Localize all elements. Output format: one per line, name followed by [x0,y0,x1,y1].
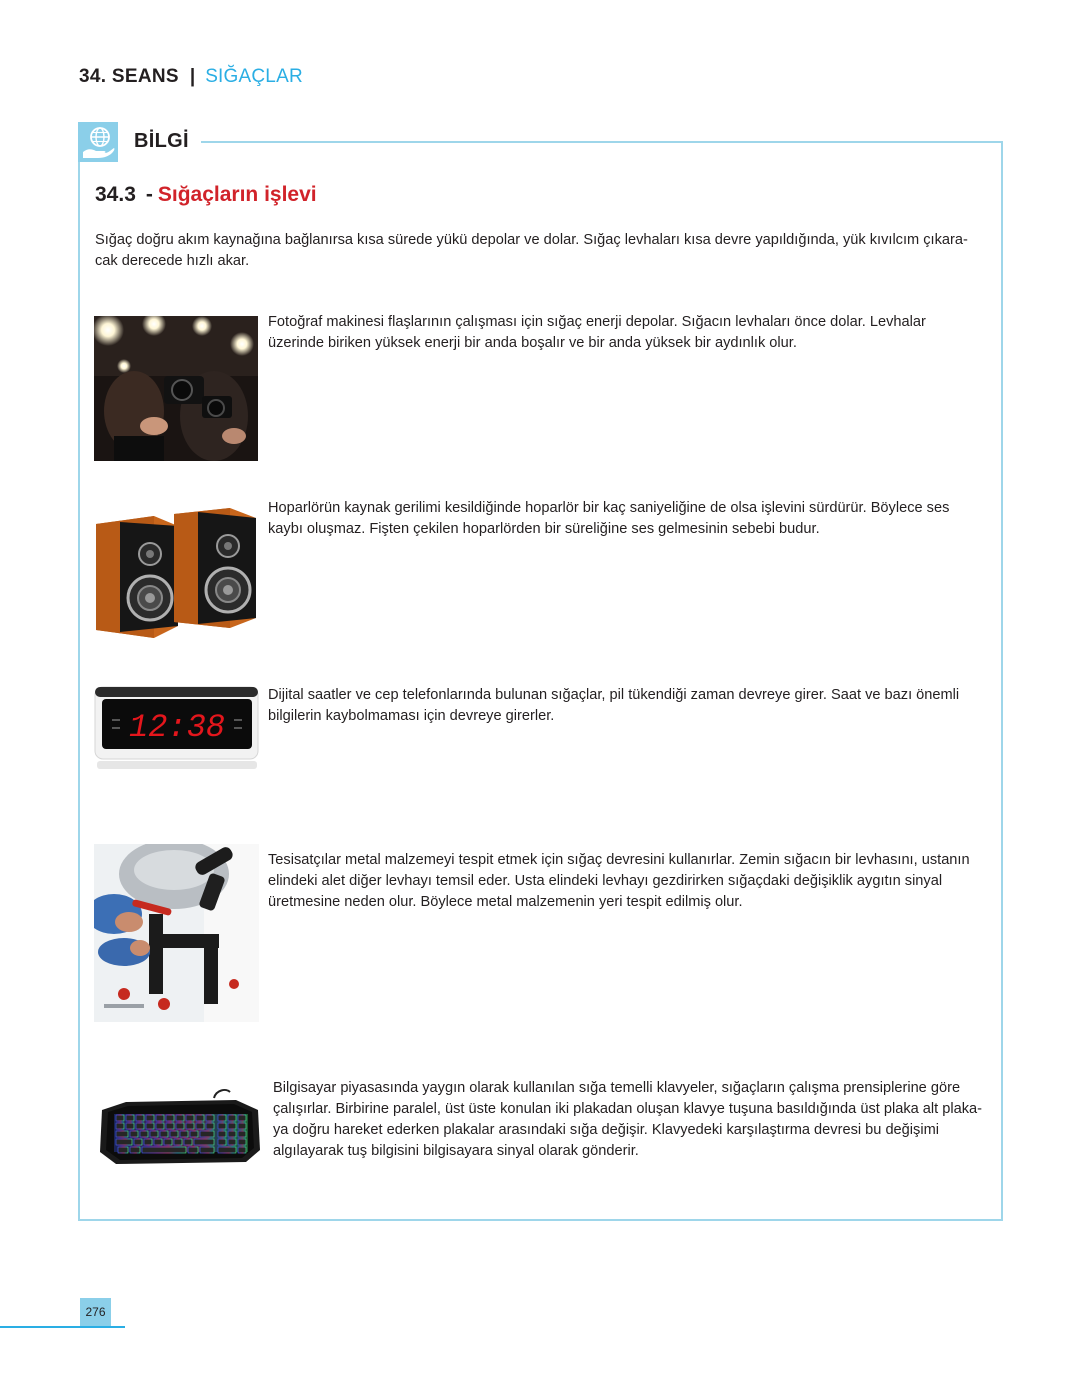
keyboard-image [96,1088,263,1170]
intro-line: Sığaç doğru akım kaynağına bağlanırsa kısa sürede yükü depolar ve dolar. Sığaç levhaları kısa devre yapıldığında, yük kıvılcım çıkara- [95,232,968,248]
clock-display: 12:38 [128,709,226,746]
item-line: Bilgisayar piyasasında yaygın olarak kullanılan sığa temelli klavyeler, sığaçların çalışma prensiplerine göre [273,1080,961,1096]
footer-line [0,1326,125,1328]
item-line: çalışırlar. Birbirine paralel, üst üste konulan iki plakadan oluşan klavye tuşuna basıldığında üst plaka alt plaka- [273,1101,983,1117]
item-text-keyboard [273,1078,989,1162]
item-line: kaybı oluşmaz. Fişten çekilen hoparlörden bir süreliğine ses gelmesinin sebebi budur. [268,521,820,537]
item-line: Fotoğraf makinesi flaşlarının çalışması için sığaç enerji depolar. Sığacın levhaları önce dolar. Levhalar [268,314,926,330]
intro-paragraph [95,230,985,272]
info-label: BİLGİ [134,130,189,152]
item-line: ya doğru hareket ederken plakalar arasındaki sığa değişir. Klavyedeki karşılaştırma devresi bu değişimi [273,1122,939,1138]
globe-hand-icon [78,122,118,162]
digital-clock-image [94,683,259,775]
plumber-pipes-image [94,844,259,1022]
item-line: üzerinde biriken yüksek enerji bir anda boşalır ve bir anda yüksek bir aydınlık olur. [268,335,797,351]
page-header [79,64,303,90]
session-label: 34. SEANS [79,66,179,87]
item-line: elindeki alet diğer levhayı temsil eder. Usta elindeki levhayı gezdirirken sığaçdaki değişiklik aygıtın sinyal [268,873,943,889]
item-line: Dijital saatler ve cep telefonlarında bulunan sığaçlar, pil tükendiği zaman devreye girer. Saat ve bazı önemli [268,687,960,703]
speakers-image [94,506,258,638]
header-separator: | [189,66,196,87]
item-text-plumber [268,850,980,913]
info-box-frame [78,141,1003,1221]
section-title [95,183,317,207]
item-text-speaker [268,498,978,540]
section-number: 34.3 [95,183,136,206]
page-number: 276 [85,1305,106,1319]
item-line: üretmesine neden olur. Böylece metal malzemenin yeri tespit edilmiş olur. [268,894,743,910]
item-line: Tesisatçılar metal malzemeyi tespit etmek için sığaç devresini kullanırlar. Zemin sığacın bir levhasını, ustanın [268,852,970,868]
topic-label: SIĞAÇLAR [205,66,303,87]
info-box-top-border [201,141,1003,143]
intro-line: cak derecede hızlı akar. [95,253,250,269]
section-dash: - [145,183,153,206]
camera-flash-photographers-image [94,316,258,461]
item-line: bilgilerin kaybolmaması için devreye girerler. [268,708,555,724]
item-line: algılayarak tuş bilgisini bilgisayara sinyal olarak gönderir. [273,1143,639,1159]
section-name: Sığaçların işlevi [157,183,317,206]
item-text-flash [268,312,978,354]
item-text-clock [268,685,978,727]
item-line: Hoparlörün kaynak gerilimi kesildiğinde hoparlör bir kaç saniyeliğine de olsa işlevini sürdürür. Böylece ses [268,500,950,516]
